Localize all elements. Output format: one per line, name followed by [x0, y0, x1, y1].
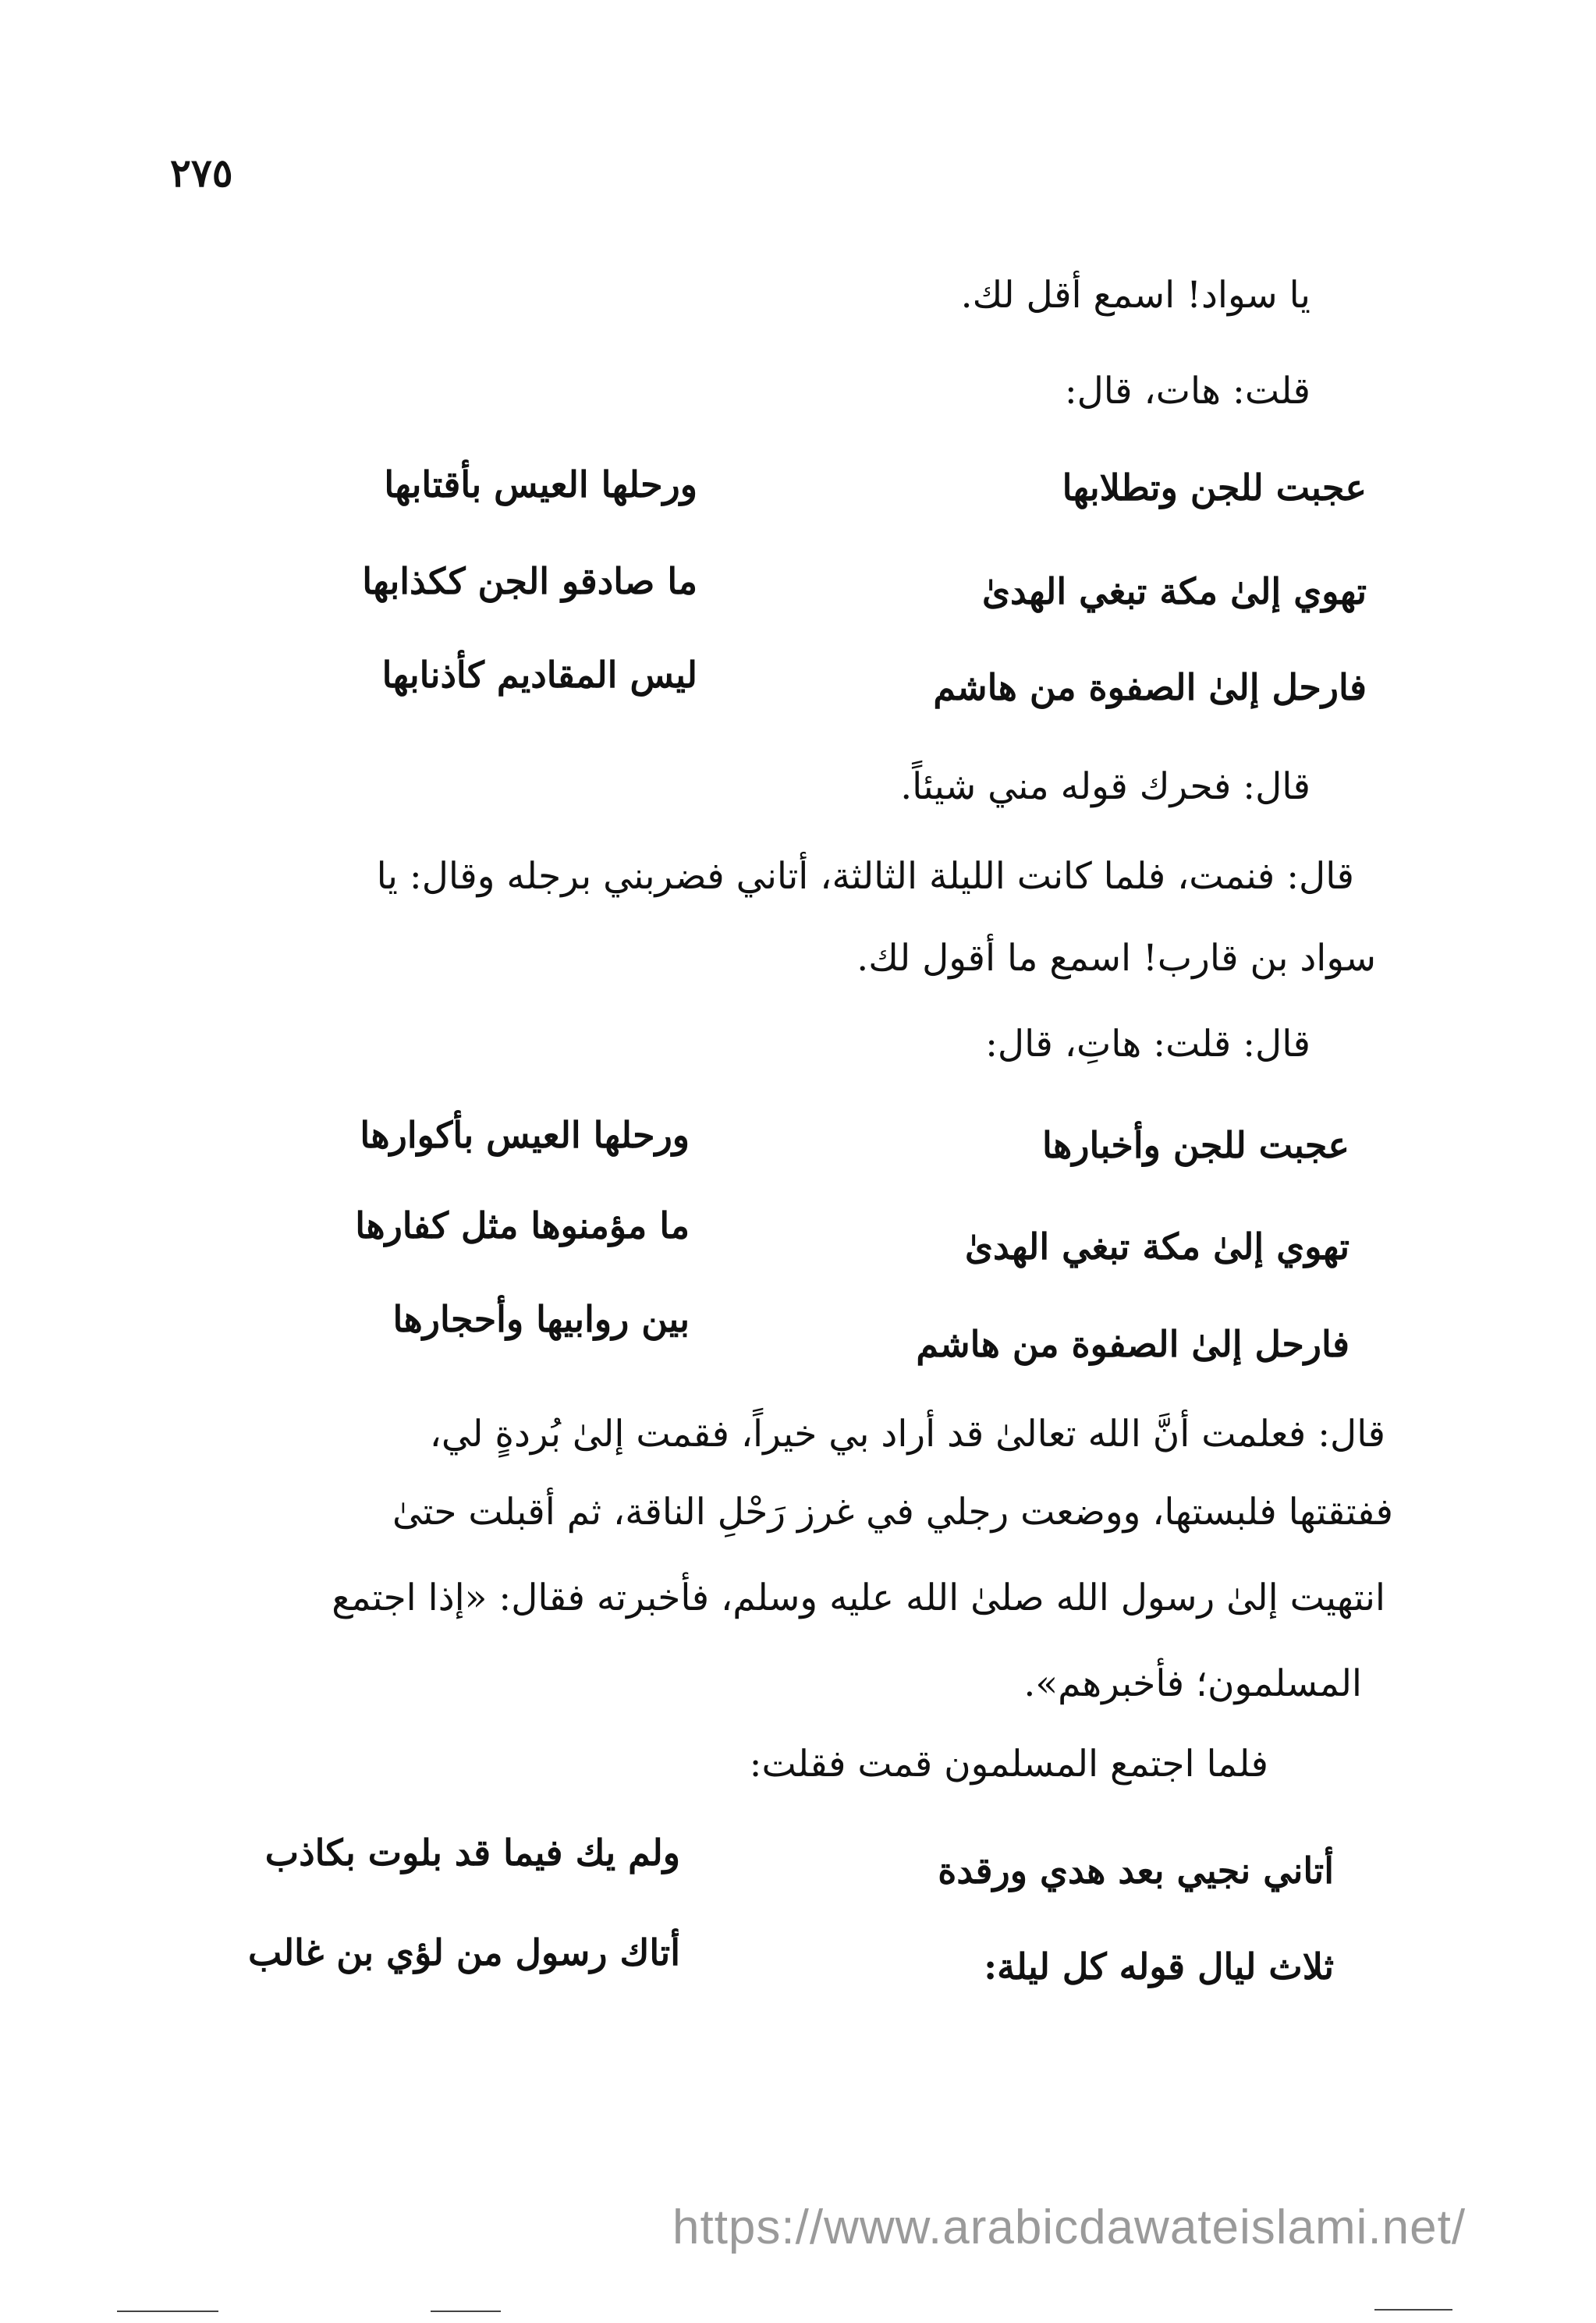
text-line: فلما اجتمع المسلمون قمت فقلت:	[749, 1743, 1268, 1786]
verse-first-hemistich: فارحل إلىٰ الصفوة من هاشم	[916, 1323, 1350, 1365]
text-line: قال: قلت: هاتِ، قال:	[985, 1023, 1310, 1066]
verse-second-hemistich: ورحلها العيس بأقتابها	[384, 463, 697, 505]
verse-second-hemistich: بين روابيها وأحجارها	[392, 1298, 690, 1340]
verse-first-hemistich: تهوي إلىٰ مكة تبغي الهدىٰ	[964, 1225, 1350, 1268]
paragraph-line: قال: فعلمت أنَّ الله تعالىٰ قد أراد بي خيراً، فقمت إلىٰ بُردةٍ لي،	[429, 1413, 1385, 1456]
footer-url: https://www.arabicdawateislami.net/	[672, 2201, 1467, 2254]
text-line: المسلمون؛ فأخبرهم».	[1023, 1662, 1362, 1705]
verse-second-hemistich: أتاك رسول من لؤي بن غالب	[247, 1931, 680, 1974]
page-number: ٢٧٥	[170, 150, 233, 196]
verse-first-hemistich: تهوي إلىٰ مكة تبغي الهدىٰ	[981, 570, 1367, 612]
text-line: يا سواد! اسمع أقل لك.	[960, 274, 1310, 317]
verse-second-hemistich: ورحلها العيس بأكوارها	[360, 1114, 690, 1156]
bottom-rule	[431, 2311, 501, 2312]
text-line: قلت: هات، قال:	[1064, 370, 1310, 413]
bottom-rule	[1374, 2309, 1452, 2311]
bottom-rule	[117, 2311, 218, 2312]
text-line: قال: فحرك قوله مني شيئاً.	[900, 765, 1310, 808]
verse-second-hemistich: ليس المقاديم كأذنابها	[381, 654, 697, 696]
verse-second-hemistich: ما مؤمنوها مثل كفارها	[355, 1204, 690, 1247]
verse-first-hemistich: عجبت للجن وأخبارها	[1042, 1124, 1350, 1166]
paragraph-line: ففتقتها فلبستها، ووضعت رجلي في غرز رَحْلِ الناقة، ثم أقبلت حتىٰ	[392, 1491, 1393, 1534]
verse-first-hemistich: ثلاث ليال قوله كل ليلة:	[984, 1945, 1334, 1988]
verse-second-hemistich: ولم يك فيما قد بلوت بكاذب	[264, 1832, 680, 1874]
verse-first-hemistich: عجبت للجن وتطلابها	[1062, 466, 1367, 509]
paragraph-line: قال: فنمت، فلما كانت الليلة الثالثة، أتاني فضربني برجله وقال: يا	[376, 855, 1354, 898]
verse-second-hemistich: ما صادقو الجن ككذابها	[362, 560, 697, 602]
verse-first-hemistich: أتاني نجيي بعد هدي ورقدة	[938, 1850, 1334, 1892]
text-line: سواد بن قارب! اسمع ما أقول لك.	[857, 937, 1376, 980]
paragraph-line: انتهيت إلىٰ رسول الله صلىٰ الله عليه وسلم، فأخبرته فقال: «إذا اجتمع	[332, 1576, 1385, 1619]
verse-first-hemistich: فارحل إلىٰ الصفوة من هاشم	[933, 666, 1367, 708]
